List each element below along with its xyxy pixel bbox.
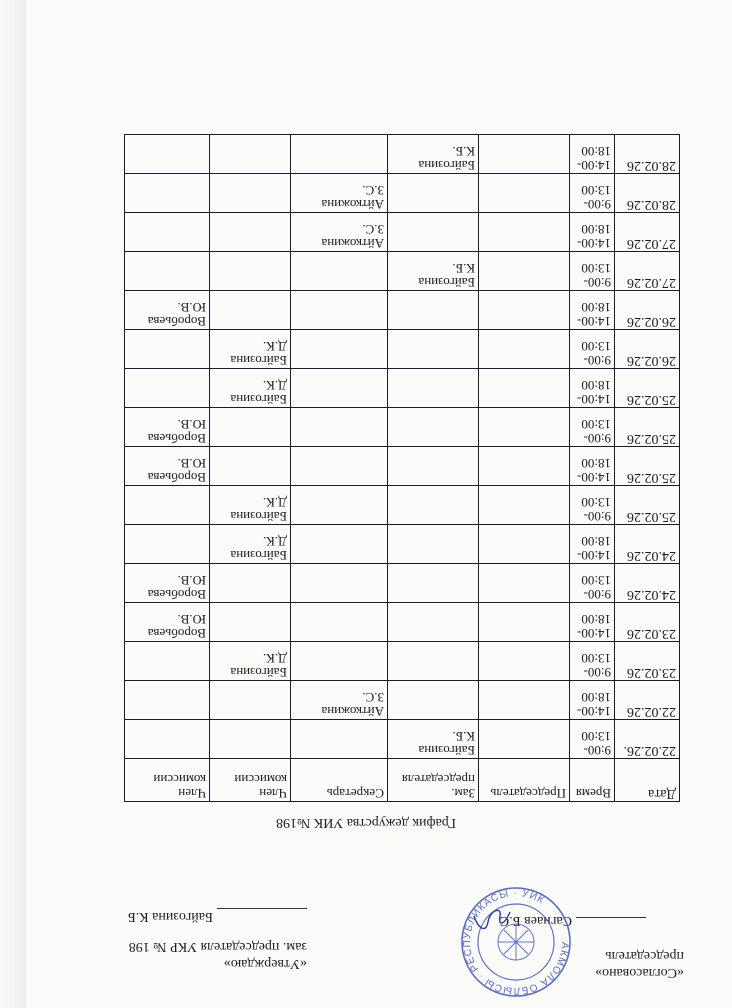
duty-schedule-table — [124, 134, 680, 802]
page-title: График дежурства УИК №198 — [276, 815, 456, 830]
table-row — [125, 720, 680, 759]
cell-member-1-line: Байгозина — [230, 665, 287, 680]
cell-member-1-line: Байгозина — [230, 548, 287, 563]
cell-date: 27.02.26 — [615, 213, 680, 252]
cell-time-line: 13:00 — [581, 183, 611, 198]
cell-deputy-line: К.Б. — [452, 261, 475, 276]
cell-time-line: 14:00- — [577, 158, 611, 173]
cell-member-1 — [210, 525, 291, 564]
cell-time — [570, 135, 615, 174]
agreed-name-text: Байгозина К.Б — [127, 909, 213, 924]
cell-time-line: 9:00- — [583, 353, 611, 368]
cell-time-line: 18:00 — [581, 612, 611, 627]
cell-time — [570, 564, 615, 603]
cell-secretary-line: Айткожина — [321, 197, 384, 212]
header-member-2: Член комиссии — [125, 759, 210, 802]
approved-name-text: Сагнаев Б.С — [499, 913, 572, 928]
cell-date: 26.02.26 — [615, 291, 680, 330]
cell-time-line: 9:00- — [583, 509, 611, 524]
cell-time-line: 18:00 — [581, 144, 611, 159]
header-secretary: Секретарь — [291, 759, 388, 802]
cell-member-1 — [210, 564, 291, 603]
cell-deputy — [388, 330, 479, 369]
signature-line — [576, 917, 646, 918]
table-row — [125, 681, 680, 720]
cell-deputy — [388, 720, 479, 759]
cell-date: 23.02.26 — [615, 642, 680, 681]
cell-member-2-line: Воробьева — [147, 431, 206, 446]
cell-member-2 — [125, 486, 210, 525]
cell-deputy — [388, 174, 479, 213]
cell-chair — [479, 174, 570, 213]
cell-member-1 — [210, 486, 291, 525]
cell-time — [570, 447, 615, 486]
cell-member-2 — [125, 330, 210, 369]
cell-deputy — [388, 213, 479, 252]
approved-role: председатель — [605, 948, 684, 963]
official-stamp — [456, 886, 576, 998]
cell-deputy — [388, 486, 479, 525]
table-header-row — [125, 759, 680, 802]
cell-secretary — [291, 330, 388, 369]
table-row — [125, 330, 680, 369]
cell-member-1 — [210, 174, 291, 213]
table-row — [125, 447, 680, 486]
cell-date: 23.02.26 — [615, 603, 680, 642]
cell-time-line: 13:00 — [581, 261, 611, 276]
cell-chair — [479, 603, 570, 642]
cell-member-2-line: Воробьева — [147, 587, 206, 602]
cell-member-2 — [125, 525, 210, 564]
cell-chair — [479, 642, 570, 681]
cell-member-1 — [210, 252, 291, 291]
cell-deputy — [388, 252, 479, 291]
cell-member-1-line: Д.К. — [262, 339, 287, 354]
cell-secretary — [291, 525, 388, 564]
cell-member-2-line: Воробьева — [147, 470, 206, 485]
cell-time-line: 13:00 — [581, 729, 611, 744]
cell-time-line: 18:00 — [581, 534, 611, 549]
cell-time-line: 18:00 — [581, 222, 611, 237]
cell-secretary — [291, 564, 388, 603]
cell-deputy — [388, 642, 479, 681]
approved-label: «Согласовано» — [595, 965, 684, 980]
cell-time-line: 9:00- — [583, 587, 611, 602]
page-edge — [0, 0, 26, 1008]
cell-member-2-line: Ю.В. — [177, 573, 206, 588]
cell-deputy-line: К.Б. — [452, 729, 475, 744]
cell-deputy — [388, 603, 479, 642]
cell-time — [570, 486, 615, 525]
cell-chair — [479, 486, 570, 525]
cell-time — [570, 525, 615, 564]
cell-member-1 — [210, 681, 291, 720]
cell-deputy — [388, 447, 479, 486]
cell-chair — [479, 252, 570, 291]
cell-member-1-line: Д.К. — [262, 495, 287, 510]
cell-member-2 — [125, 135, 210, 174]
cell-member-1-line: Байгозина — [230, 353, 287, 368]
cell-date: 28.02.26 — [615, 135, 680, 174]
cell-date: 26.02.26 — [615, 330, 680, 369]
cell-secretary — [291, 642, 388, 681]
cell-member-2 — [125, 291, 210, 330]
cell-time-line: 13:00 — [581, 573, 611, 588]
cell-member-2-line: Ю.В. — [177, 300, 206, 315]
cell-member-1 — [210, 408, 291, 447]
cell-date: 22.02.26 — [615, 681, 680, 720]
table-row — [125, 174, 680, 213]
cell-time-line: 9:00- — [583, 431, 611, 446]
cell-time-line: 14:00- — [577, 548, 611, 563]
cell-chair — [479, 330, 570, 369]
cell-secretary — [291, 213, 388, 252]
cell-time — [570, 369, 615, 408]
cell-member-2 — [125, 252, 210, 291]
cell-time — [570, 720, 615, 759]
cell-chair — [479, 720, 570, 759]
cell-deputy-line: Байгозина — [418, 275, 475, 290]
cell-member-1-line: Д.К. — [262, 534, 287, 549]
cell-member-1-line: Д.К. — [262, 378, 287, 393]
cell-secretary — [291, 408, 388, 447]
cell-member-1 — [210, 447, 291, 486]
cell-secretary — [291, 447, 388, 486]
cell-secretary — [291, 720, 388, 759]
cell-time — [570, 408, 615, 447]
table-row — [125, 525, 680, 564]
cell-member-2-line: Воробьева — [147, 314, 206, 329]
table-row — [125, 135, 680, 174]
cell-member-1 — [210, 642, 291, 681]
cell-deputy — [388, 564, 479, 603]
cell-time — [570, 213, 615, 252]
cell-date: 25.02.26 — [615, 408, 680, 447]
cell-secretary — [291, 291, 388, 330]
cell-deputy — [388, 291, 479, 330]
table-row — [125, 486, 680, 525]
table-row — [125, 369, 680, 408]
cell-member-1-line: Д.К. — [262, 651, 287, 666]
cell-time-line: 9:00- — [583, 743, 611, 758]
table-row — [125, 408, 680, 447]
header-deputy: Зам. председателя — [388, 759, 479, 802]
cell-chair — [479, 291, 570, 330]
cell-secretary-line: Айткожина — [321, 704, 384, 719]
cell-time — [570, 330, 615, 369]
cell-time-line: 13:00 — [581, 495, 611, 510]
cell-member-1 — [210, 291, 291, 330]
table-row — [125, 213, 680, 252]
cell-member-1 — [210, 330, 291, 369]
cell-date: 22.02.26. — [615, 720, 680, 759]
cell-member-2-line: Воробьева — [147, 626, 206, 641]
cell-time-line: 13:00 — [581, 339, 611, 354]
cell-time — [570, 603, 615, 642]
cell-deputy-line: Байгозина — [418, 743, 475, 758]
cell-member-1 — [210, 720, 291, 759]
cell-member-2 — [125, 564, 210, 603]
cell-time-line: 14:00- — [577, 626, 611, 641]
cell-member-1 — [210, 135, 291, 174]
signature-line — [217, 908, 307, 909]
cell-time-line: 9:00- — [583, 197, 611, 212]
cell-deputy-line: Байгозина — [418, 158, 475, 173]
cell-secretary — [291, 486, 388, 525]
cell-date: 24.02.26 — [615, 525, 680, 564]
cell-time-line: 13:00 — [581, 417, 611, 432]
cell-date: 25.02.26 — [615, 486, 680, 525]
cell-deputy-line: К.Б. — [452, 144, 475, 159]
table-row — [125, 564, 680, 603]
cell-time — [570, 291, 615, 330]
cell-time-line: 9:00- — [583, 275, 611, 290]
cell-time-line: 18:00 — [581, 300, 611, 315]
cell-member-2 — [125, 603, 210, 642]
cell-date: 25.02.26 — [615, 369, 680, 408]
header-date: Дата — [615, 759, 680, 802]
cell-member-1-line: Байгозина — [230, 509, 287, 524]
cell-time-line: 14:00- — [577, 314, 611, 329]
cell-secretary — [291, 252, 388, 291]
cell-chair — [479, 369, 570, 408]
cell-member-2 — [125, 447, 210, 486]
cell-date: 24.02.26 — [615, 564, 680, 603]
cell-member-1 — [210, 369, 291, 408]
cell-time-line: 14:00- — [577, 236, 611, 251]
cell-chair — [479, 135, 570, 174]
table-row — [125, 603, 680, 642]
header-member-1: Член комиссии — [210, 759, 291, 802]
cell-member-2 — [125, 408, 210, 447]
cell-secretary — [291, 174, 388, 213]
cell-member-2 — [125, 720, 210, 759]
agreed-role: зам. председателя УКР № 198 — [128, 939, 307, 954]
table-row — [125, 252, 680, 291]
cell-secretary — [291, 369, 388, 408]
cell-time — [570, 642, 615, 681]
cell-deputy — [388, 369, 479, 408]
cell-time — [570, 681, 615, 720]
cell-deputy — [388, 408, 479, 447]
cell-time-line: 13:00 — [581, 651, 611, 666]
cell-secretary-line: З.С. — [362, 690, 384, 705]
cell-member-1-line: Байгозина — [230, 392, 287, 407]
cell-secretary-line: Айткожина — [321, 236, 384, 251]
table-row — [125, 291, 680, 330]
cell-member-2 — [125, 213, 210, 252]
cell-time — [570, 174, 615, 213]
cell-member-1 — [210, 603, 291, 642]
cell-secretary — [291, 603, 388, 642]
cell-chair — [479, 681, 570, 720]
cell-member-2 — [125, 681, 210, 720]
cell-date: 27.02.26 — [615, 252, 680, 291]
agreed-name — [107, 908, 307, 925]
cell-member-2-line: Ю.В. — [177, 417, 206, 432]
header-time: Время — [570, 759, 615, 802]
cell-chair — [479, 408, 570, 447]
cell-date: 28.02.26 — [615, 174, 680, 213]
cell-member-2-line: Ю.В. — [177, 612, 206, 627]
cell-deputy — [388, 681, 479, 720]
cell-chair — [479, 213, 570, 252]
cell-time-line: 14:00- — [577, 704, 611, 719]
cell-time-line: 18:00 — [581, 378, 611, 393]
cell-chair — [479, 525, 570, 564]
cell-member-2 — [125, 642, 210, 681]
cell-time-line: 9:00- — [583, 665, 611, 680]
cell-deputy — [388, 525, 479, 564]
agreed-label: «Утверждаю» — [223, 956, 307, 971]
cell-member-2 — [125, 369, 210, 408]
cell-chair — [479, 447, 570, 486]
header-chair: Председатель — [479, 759, 570, 802]
table-row — [125, 642, 680, 681]
cell-member-2 — [125, 174, 210, 213]
cell-time — [570, 252, 615, 291]
cell-time-line: 18:00 — [581, 690, 611, 705]
cell-member-2-line: Ю.В. — [177, 456, 206, 471]
cell-secretary-line: З.С. — [362, 183, 384, 198]
cell-secretary — [291, 135, 388, 174]
stamp-text: АКМОЛА ОБЛЫСЫ · РЕСПУБЛИКАСЫ · УИК — [461, 887, 571, 997]
cell-chair — [479, 564, 570, 603]
cell-time-line: 14:00- — [577, 470, 611, 485]
cell-time-line: 14:00- — [577, 392, 611, 407]
cell-time-line: 18:00 — [581, 456, 611, 471]
cell-deputy — [388, 135, 479, 174]
cell-date: 25.02.26 — [615, 447, 680, 486]
cell-secretary — [291, 681, 388, 720]
cell-member-1 — [210, 213, 291, 252]
cell-secretary-line: З.С. — [362, 222, 384, 237]
